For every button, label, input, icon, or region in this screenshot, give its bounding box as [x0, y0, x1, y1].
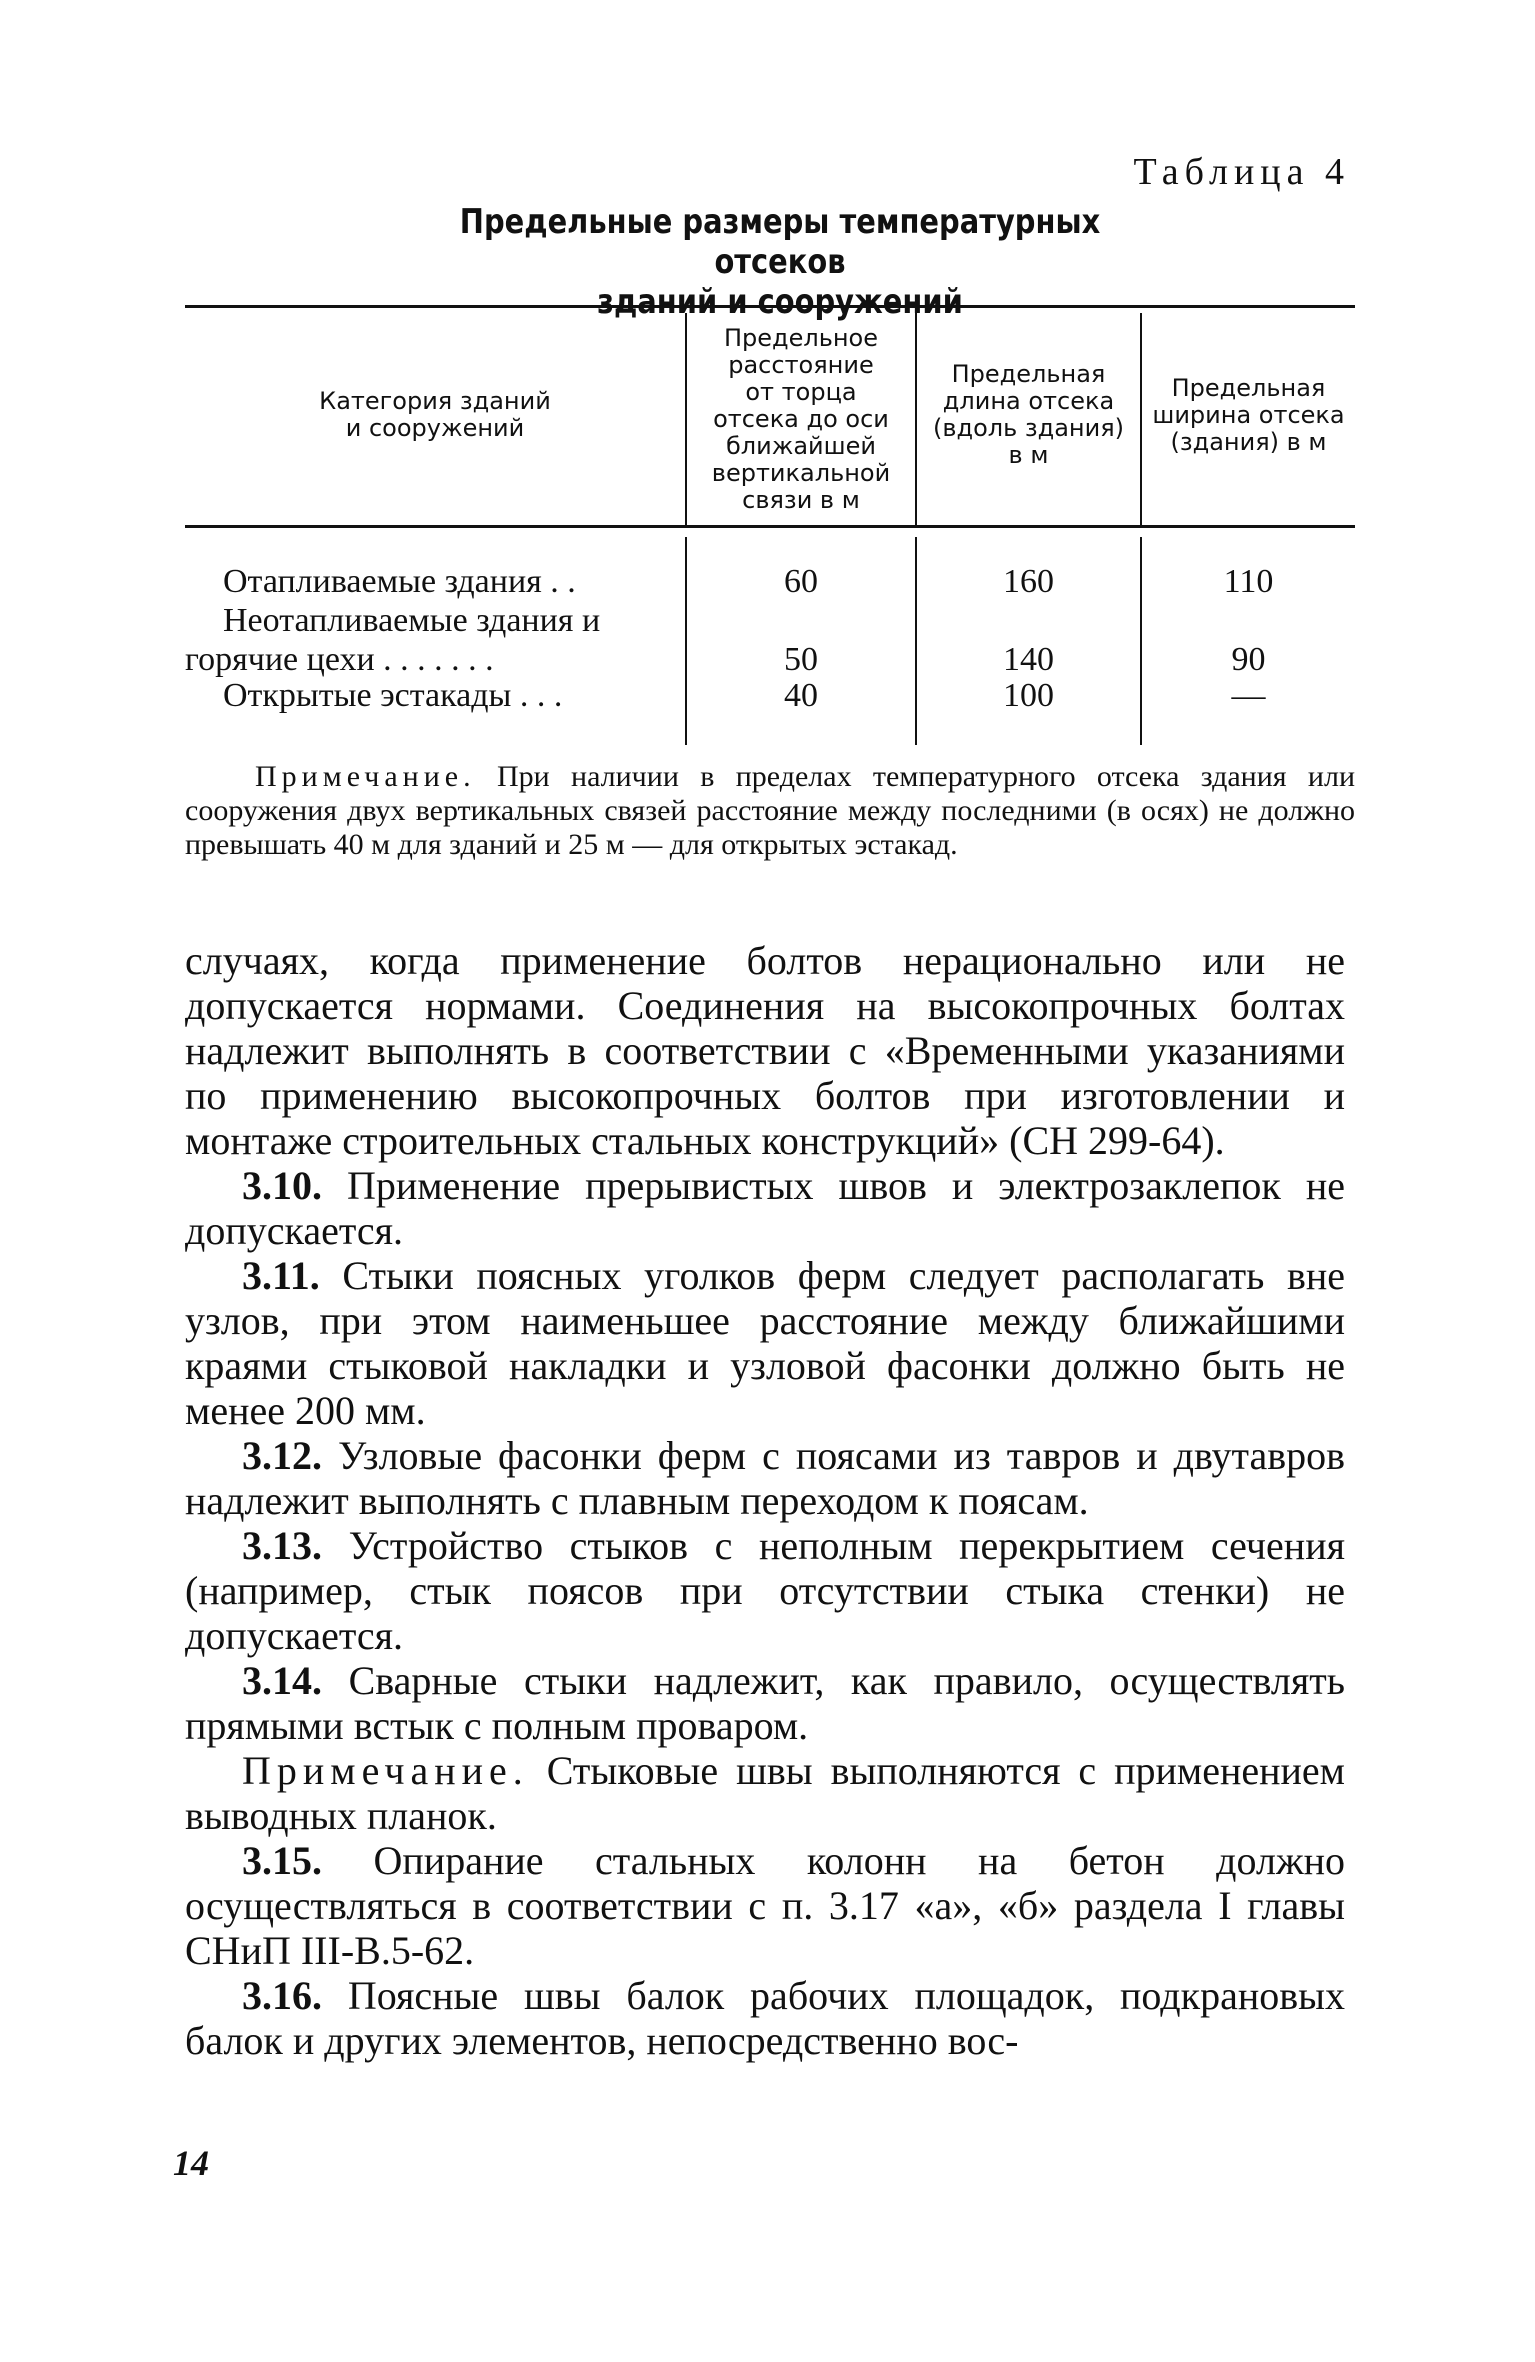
table-note-text: При наличии в пределах температурного отсека здания или сооружения двух вертикальных связей расстояние между последними (в осях) не должно превышать 40 м для зданий и 25 м — для открытых эстакад.	[185, 760, 1355, 861]
cell-unheated-c2: 140	[1003, 641, 1054, 678]
paragraph-3-10: 3.10. Применение прерывистых швов и электрозаклепок не допускается.	[185, 1163, 1345, 1253]
paragraph-3-16: 3.16. Поясные швы балок рабочих площадок, подкрановых балок и других элементов, непосредственно вос-	[185, 1973, 1345, 2063]
cell-trestles-c2: 100	[1003, 677, 1054, 714]
table-label: Таблица 4	[1133, 151, 1350, 193]
table-header-rule	[185, 525, 1355, 528]
page-number: 14	[173, 2143, 209, 2183]
header-col3: Предельная ширина отсека (здания) в м	[1152, 373, 1345, 456]
header-col2: Предельная длина отсека (вдоль здания) в м	[932, 360, 1125, 469]
paragraph-note: Примечание. Стыковые швы выполняются с применением выводных планок.	[185, 1748, 1345, 1838]
cell-trestles-c3: —	[1231, 677, 1266, 714]
paragraph-3-11: 3.11. Стыки поясных уголков ферм следует располагать вне узлов, при этом наименьшее расстояние между ближайшими краями стыковой накладки и узловой фасонки должно быть не менее 200 мм.	[185, 1253, 1345, 1433]
cell-unheated-c1: 50	[784, 641, 818, 678]
paragraph-3-13: 3.13. Устройство стыков с неполным перекрытием сечения (например, стык поясов при отсутствии стыка стенки) не допускается.	[185, 1523, 1345, 1658]
paragraph-3-14: 3.14. Сварные стыки надлежит, как правило, осуществлять прямыми встык с полным проваром.	[185, 1658, 1345, 1748]
table-note	[185, 760, 1355, 862]
table-title-line-1: Предельные размеры температурных отсеков	[459, 202, 1101, 282]
paragraph-continuation: случаях, когда применение болтов нерационально или не допускается нормами. Соединения на высокопрочных болтах надлежит выполнять в соответствии с «Временными указаниями по применению высокопрочных болтов при изготовлении и монтаже строительных стальных конструкций» (СН 299-64).	[185, 938, 1345, 1163]
cell-unheated-c3: 90	[1231, 641, 1266, 678]
row-label-unheated-2: горячие цехи . . . . . . .	[185, 641, 494, 678]
row-label-heated: Отапливаемые здания . .	[223, 563, 576, 600]
header-category: Категория зданий и сооружений	[319, 387, 551, 442]
limits-table	[185, 305, 1355, 750]
row-label-unheated-1: Неотапливаемые здания и	[223, 602, 601, 639]
row-label-open-trestles: Открытые эстакады . . .	[223, 677, 563, 714]
table-title-line-2: зданий и сооружений	[597, 282, 963, 322]
cell-trestles-c1: 40	[784, 677, 818, 714]
paragraph-3-12: 3.12. Узловые фасонки ферм с поясами из тавров и двутавров надлежит выполнять с плавным переходом к поясам.	[185, 1433, 1345, 1523]
table-title	[398, 202, 1163, 322]
paragraph-3-15: 3.15. Опирание стальных колонн на бетон должно осуществляться в соответствии с п. 3.17 «а», «б» раздела I главы СНиП III-В.5-62.	[185, 1838, 1345, 1973]
body-text	[185, 938, 1345, 2063]
cell-heated-c1: 60	[784, 563, 818, 600]
table-note-prefix: Примечание.	[255, 760, 476, 793]
header-col1: Предельное расстояние от торца отсека до оси ближайшей вертикальной связи в м	[711, 323, 891, 514]
cell-heated-c2: 160	[1003, 563, 1054, 600]
cell-heated-c3: 110	[1223, 563, 1274, 600]
